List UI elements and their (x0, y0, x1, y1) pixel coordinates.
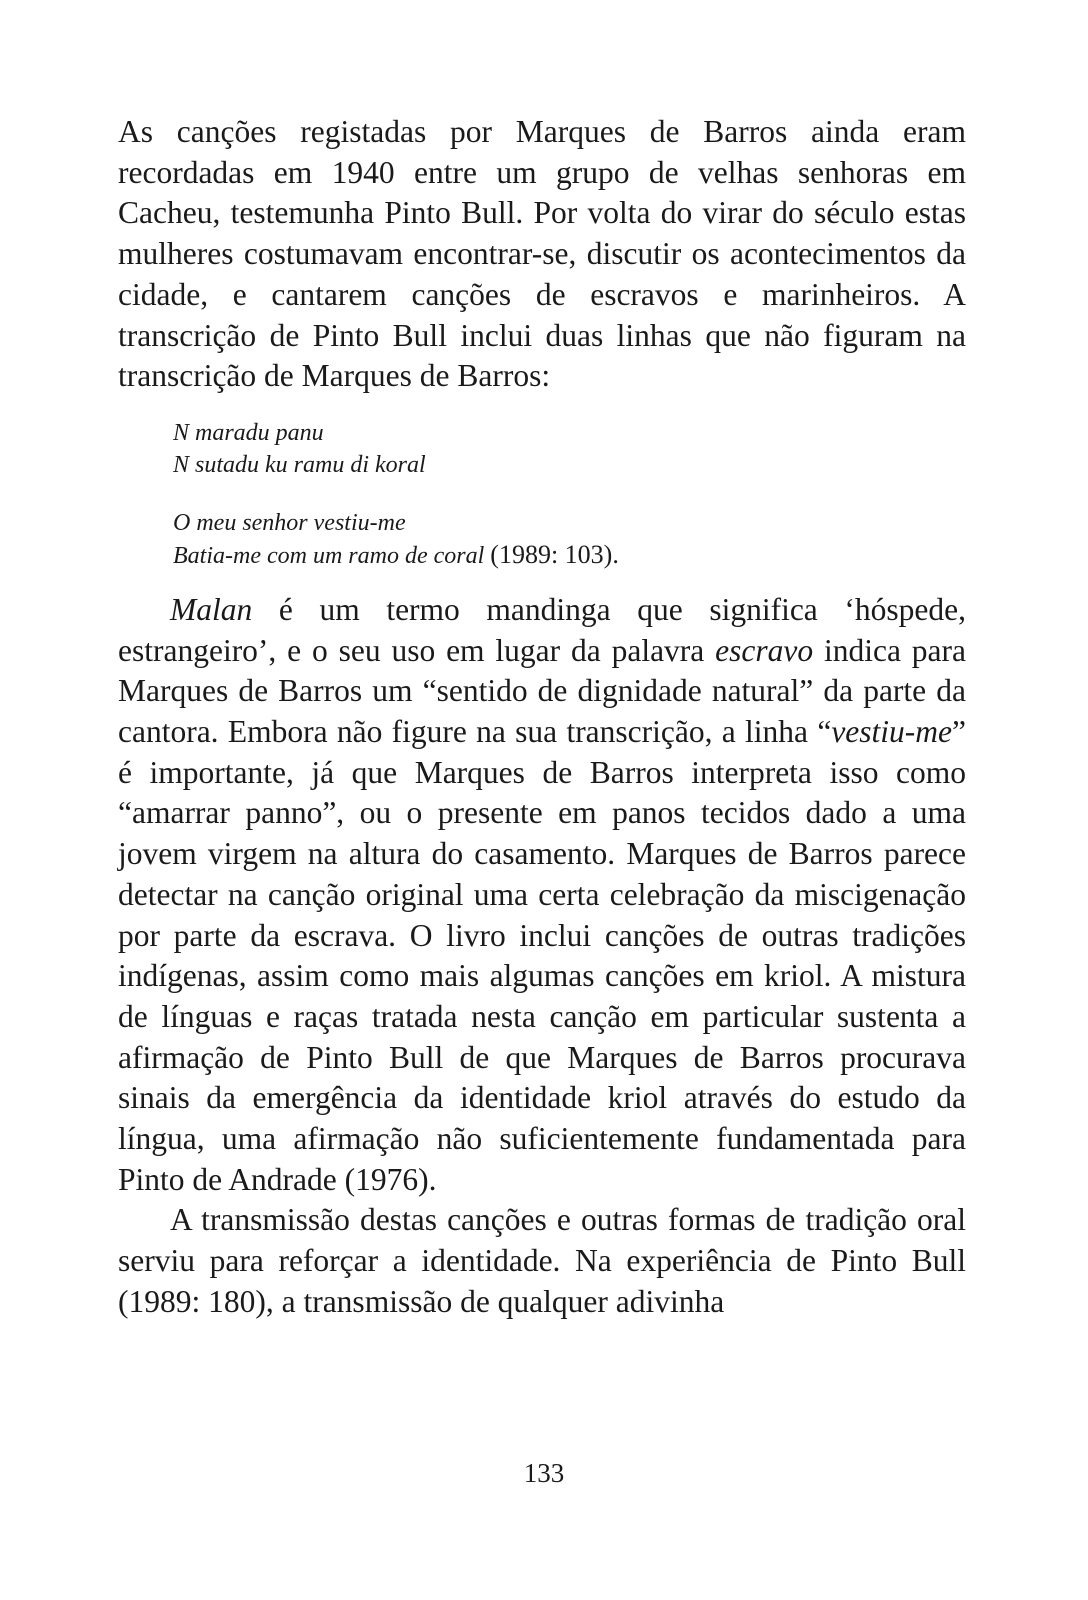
verse-citation: (1989: 103). (490, 539, 619, 569)
paragraph-2-part-3: ” é importante, já que Marques de Barros interpreta isso como “amarrar panno”, ou o presente em panos tecidos dado a uma jovem virgem na altura do casamento. Marques de Barros parece detectar na canção original uma certa celebração da miscigenação por parte da escrava. O livro inclui canções de outras tradições indígenas, assim como mais algumas canções em kriol. A mistura de línguas e raças tratada nesta canção em particular sustenta a afirmação de Pinto Bull de que Marques de Barros procurava sinais da emergência da identidade kriol através do estudo da língua, uma afirmação não suficientemente fundamentada para Pinto de Andrade (1976). (118, 714, 966, 1197)
term-malan: Malan (170, 591, 253, 627)
verse-portuguese (173, 507, 966, 572)
verse-portuguese-line-2: Batia-me com um ramo de coral (173, 542, 485, 569)
verse-kriol-line-1: N maradu panu (173, 419, 324, 446)
paragraph-2-part-1: é um termo mandinga que significa ‘hóspede, estrangeiro’, e o seu uso em lugar da palavra (118, 591, 966, 668)
paragraph-2-part-2: indica para Marques de Barros um “sentido de dignidade natural” da parte da cantora. Embora não figure na sua transcrição, a linha “ (118, 632, 966, 750)
term-vestiu-me: vestiu-me (831, 714, 953, 750)
page-body (118, 112, 966, 1323)
paragraph-3: A transmissão destas canções e outras formas de tradição oral serviu para reforçar a identidade. Na experiência de Pinto Bull (1989: 180), a transmissão de qualquer adivinha (118, 1202, 966, 1319)
verse-portuguese-line-1: O meu senhor vestiu-me (173, 509, 406, 536)
term-escravo: escravo (715, 632, 814, 668)
page-number: 133 (523, 1458, 565, 1488)
verse-kriol-line-2: N sutadu ku ramu di koral (173, 451, 426, 478)
paragraph-1: As canções registadas por Marques de Barros ainda eram recordadas em 1940 entre um grupo de velhas senhoras em Cacheu, testemunha Pinto Bull. Por volta do virar do século estas mulheres costumavam encontrar-se, discutir os acontecimentos da cidade, e cantarem canções de escravos e marinheiros. A transcrição de Pinto Bull inclui duas linhas que não figuram na transcrição de Marques de Barros: (118, 114, 966, 394)
paragraph-2 (118, 590, 966, 1201)
verse-portuguese-line-2-row (173, 539, 966, 572)
verse-kriol (173, 417, 966, 481)
